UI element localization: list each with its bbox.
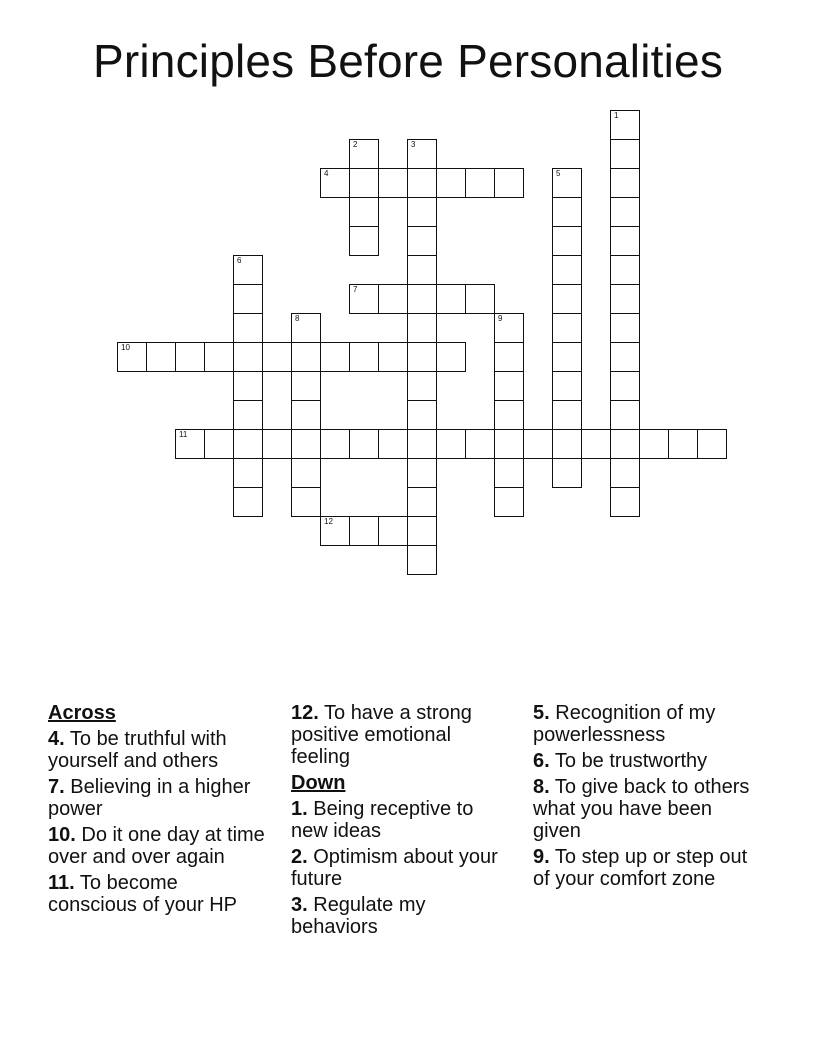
grid-cell[interactable] bbox=[233, 342, 263, 372]
clue-number-label: 1 bbox=[614, 111, 619, 120]
grid-cell[interactable] bbox=[610, 110, 640, 140]
clue-down-2: 2. Optimism about your future bbox=[291, 846, 498, 890]
clue-number-label: 10 bbox=[121, 343, 130, 352]
grid-cell[interactable] bbox=[552, 458, 582, 488]
grid-cell[interactable] bbox=[349, 168, 379, 198]
grid-cell[interactable] bbox=[552, 197, 582, 227]
grid-cell[interactable] bbox=[233, 284, 263, 314]
grid-cell[interactable] bbox=[552, 313, 582, 343]
grid-cell[interactable] bbox=[291, 313, 321, 343]
clue-number-label: 9 bbox=[498, 314, 503, 323]
grid-cell[interactable] bbox=[349, 342, 379, 372]
grid-cell[interactable] bbox=[233, 255, 263, 285]
grid-cell[interactable] bbox=[610, 226, 640, 256]
grid-cell[interactable] bbox=[262, 429, 292, 459]
clue-down-6: 6. To be trustworthy bbox=[533, 750, 708, 772]
clue-across-11: 11. To become conscious of your HP bbox=[48, 872, 237, 916]
grid-cell[interactable] bbox=[552, 226, 582, 256]
grid-cell[interactable] bbox=[320, 168, 350, 198]
grid-cell[interactable] bbox=[407, 284, 437, 314]
grid-cell[interactable] bbox=[610, 197, 640, 227]
grid-cell[interactable] bbox=[320, 342, 350, 372]
clue-number-label: 5 bbox=[556, 169, 561, 178]
grid-cell[interactable] bbox=[610, 400, 640, 430]
grid-cell[interactable] bbox=[291, 487, 321, 517]
grid-cell[interactable] bbox=[552, 168, 582, 198]
grid-cell[interactable] bbox=[378, 284, 408, 314]
grid-cell[interactable] bbox=[233, 458, 263, 488]
grid-cell[interactable] bbox=[407, 255, 437, 285]
clue-down-9: 9. To step up or step out of your comfort zone bbox=[533, 846, 748, 890]
grid-cell[interactable] bbox=[407, 342, 437, 372]
grid-cell[interactable] bbox=[610, 458, 640, 488]
grid-cell[interactable] bbox=[378, 516, 408, 546]
grid-cell[interactable] bbox=[465, 284, 495, 314]
grid-cell[interactable] bbox=[407, 168, 437, 198]
grid-cell[interactable] bbox=[494, 342, 524, 372]
grid-cell[interactable] bbox=[465, 168, 495, 198]
grid-cell[interactable] bbox=[610, 371, 640, 401]
grid-cell[interactable] bbox=[407, 487, 437, 517]
grid-cell[interactable] bbox=[175, 342, 205, 372]
down-heading: Down bbox=[291, 772, 346, 794]
clue-number-label: 2 bbox=[353, 140, 358, 149]
grid-cell[interactable] bbox=[233, 400, 263, 430]
clue-down-3: 3. Regulate my behaviors bbox=[291, 894, 426, 938]
grid-cell[interactable] bbox=[407, 197, 437, 227]
grid-cell[interactable] bbox=[349, 226, 379, 256]
grid-cell[interactable] bbox=[494, 168, 524, 198]
grid-cell[interactable] bbox=[494, 371, 524, 401]
clue-number-label: 12 bbox=[324, 517, 333, 526]
grid-cell[interactable] bbox=[581, 429, 611, 459]
page-title: Principles Before Personalities bbox=[92, 35, 724, 87]
clue-down-5: 5. Recognition of my powerlessness bbox=[533, 702, 716, 746]
clue-number-label: 7 bbox=[353, 285, 358, 294]
grid-cell[interactable] bbox=[610, 429, 640, 459]
clue-number-label: 6 bbox=[237, 256, 242, 265]
grid-cell[interactable] bbox=[349, 429, 379, 459]
grid-cell[interactable] bbox=[610, 255, 640, 285]
grid-cell[interactable] bbox=[610, 284, 640, 314]
grid-cell[interactable] bbox=[349, 284, 379, 314]
grid-cell[interactable] bbox=[291, 429, 321, 459]
grid-cell[interactable] bbox=[291, 400, 321, 430]
grid-cell[interactable] bbox=[465, 429, 495, 459]
grid-cell[interactable] bbox=[320, 516, 350, 546]
grid-cell[interactable] bbox=[233, 313, 263, 343]
clue-across-7: 7. Believing in a higher power bbox=[48, 776, 251, 820]
grid-cell[interactable] bbox=[233, 487, 263, 517]
grid-cell[interactable] bbox=[378, 168, 408, 198]
grid-cell[interactable] bbox=[378, 429, 408, 459]
grid-cell[interactable] bbox=[436, 284, 466, 314]
grid-cell[interactable] bbox=[407, 313, 437, 343]
grid-cell[interactable] bbox=[552, 342, 582, 372]
grid-cell[interactable] bbox=[175, 429, 205, 459]
grid-cell[interactable] bbox=[407, 139, 437, 169]
grid-cell[interactable] bbox=[697, 429, 727, 459]
grid-cell[interactable] bbox=[291, 371, 321, 401]
grid-cell[interactable] bbox=[349, 516, 379, 546]
grid-cell[interactable] bbox=[436, 168, 466, 198]
grid-cell[interactable] bbox=[320, 429, 350, 459]
grid-cell[interactable] bbox=[349, 139, 379, 169]
clue-number-label: 11 bbox=[179, 430, 188, 439]
grid-cell[interactable] bbox=[204, 429, 234, 459]
clue-across-12: 12. To have a strong positive emotional feeling bbox=[291, 702, 472, 768]
grid-cell[interactable] bbox=[639, 429, 669, 459]
across-heading: Across bbox=[48, 702, 116, 724]
clue-number-label: 3 bbox=[411, 140, 416, 149]
grid-cell[interactable] bbox=[204, 342, 234, 372]
grid-cell[interactable] bbox=[407, 429, 437, 459]
clue-down-8: 8. To give back to others what you have been given bbox=[533, 776, 750, 842]
grid-cell[interactable] bbox=[407, 545, 437, 575]
grid-cell[interactable] bbox=[349, 197, 379, 227]
grid-cell[interactable] bbox=[378, 342, 408, 372]
grid-cell[interactable] bbox=[552, 284, 582, 314]
grid-cell[interactable] bbox=[262, 342, 292, 372]
grid-cell[interactable] bbox=[146, 342, 176, 372]
grid-cell[interactable] bbox=[233, 371, 263, 401]
grid-cell[interactable] bbox=[494, 487, 524, 517]
grid-cell[interactable] bbox=[117, 342, 147, 372]
grid-cell[interactable] bbox=[494, 313, 524, 343]
clue-column-1 bbox=[48, 702, 270, 920]
grid-cell[interactable] bbox=[436, 342, 466, 372]
grid-cell[interactable] bbox=[407, 516, 437, 546]
grid-cell[interactable] bbox=[610, 342, 640, 372]
grid-cell[interactable] bbox=[552, 371, 582, 401]
grid-cell[interactable] bbox=[407, 400, 437, 430]
grid-cell[interactable] bbox=[407, 371, 437, 401]
clue-number-label: 4 bbox=[324, 169, 329, 178]
grid-cell[interactable] bbox=[523, 429, 553, 459]
grid-cell[interactable] bbox=[494, 458, 524, 488]
clue-across-10: 10. Do it one day at time over and over again bbox=[48, 824, 265, 868]
clue-across-4: 4. To be truthful with yourself and others bbox=[48, 728, 227, 772]
grid-cell[interactable] bbox=[552, 400, 582, 430]
grid-cell[interactable] bbox=[552, 255, 582, 285]
clue-column-3 bbox=[533, 702, 755, 894]
grid-cell[interactable] bbox=[668, 429, 698, 459]
clue-number-label: 8 bbox=[295, 314, 300, 323]
grid-cell[interactable] bbox=[407, 458, 437, 488]
grid-cell[interactable] bbox=[494, 429, 524, 459]
grid-cell[interactable] bbox=[610, 313, 640, 343]
clue-down-1: 1. Being receptive to new ideas bbox=[291, 798, 474, 842]
grid-cell[interactable] bbox=[610, 168, 640, 198]
clue-column-2 bbox=[291, 702, 513, 942]
grid-cell[interactable] bbox=[610, 139, 640, 169]
grid-cell[interactable] bbox=[407, 226, 437, 256]
grid-cell[interactable] bbox=[552, 429, 582, 459]
grid-cell[interactable] bbox=[233, 429, 263, 459]
grid-cell[interactable] bbox=[291, 342, 321, 372]
grid-cell[interactable] bbox=[494, 400, 524, 430]
grid-cell[interactable] bbox=[436, 429, 466, 459]
grid-cell[interactable] bbox=[610, 487, 640, 517]
grid-cell[interactable] bbox=[291, 458, 321, 488]
